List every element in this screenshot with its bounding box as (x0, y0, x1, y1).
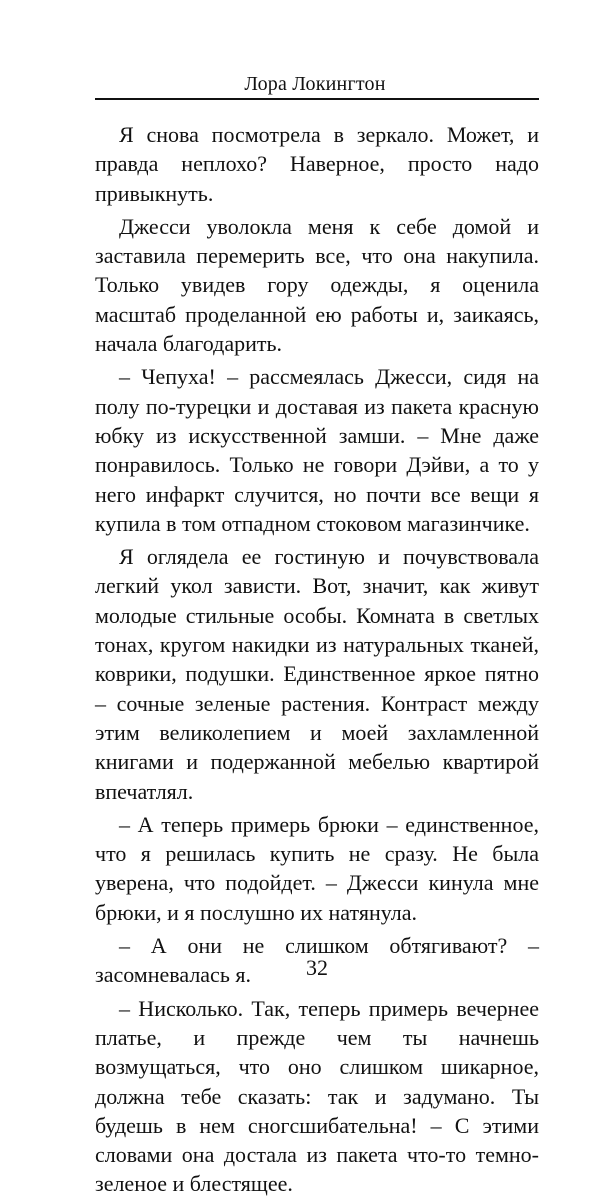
header-rule (95, 98, 539, 100)
paragraph: – А они не слишком обтягивают? – засомневалась я. (95, 933, 539, 988)
paragraph: Я снова посмотрела в зеркало. Может, и правда неплохо? Наверное, просто надо привыкнуть. (95, 122, 539, 206)
running-title: Лора Локингтон (244, 73, 386, 95)
paragraph: – Чепуха! – рассмеялась Джесси, сидя на полу по-турецки и доставая из пакета красную юбку из искусственной замши. – Мне даже понравилось. Только не говори Дэйви, а то у него инфаркт случится, но почти все вещи я купила в том отпадном стоковом магазинчике. (95, 364, 539, 536)
page-number: 32 (306, 955, 328, 980)
paragraph: Джесси уволокла меня к себе домой и заставила перемерить все, что она накупила. Только увидев гору одежды, я оценила масштаб проделанной ею работы и, заикаясь, начала благодарить. (95, 213, 539, 357)
paragraph: – А теперь примерь брюки – единственное, что я решилась купить не сразу. Не была уверена, что подойдет. – Джесси кинула мне брюки, и я послушно их натянула. (95, 811, 539, 925)
body-text (95, 120, 539, 1203)
paragraph: Я оглядела ее гостиную и почувствовала легкий укол зависти. Вот, значит, как живут молодые стильные особы. Комната в светлых тонах, кругом накидки из натуральных тканей, коврики, подушки. Единственное яркое пятно – сочные зеленые растения. Контраст между этим великолепием и моей захламленной книгами и подержанной мебелью квартирой впечатлял. (95, 544, 539, 804)
paragraph: – Нисколько. Так, теперь примерь вечернее платье, и прежде чем ты начнешь возмущаться, что оно слишком шикарное, должна тебе сказать: так и задумано. Ты будешь в нем сногсшибательна! – С этими словами она достала из пакета что-то темно-зеленое и блестящее. (95, 995, 539, 1197)
